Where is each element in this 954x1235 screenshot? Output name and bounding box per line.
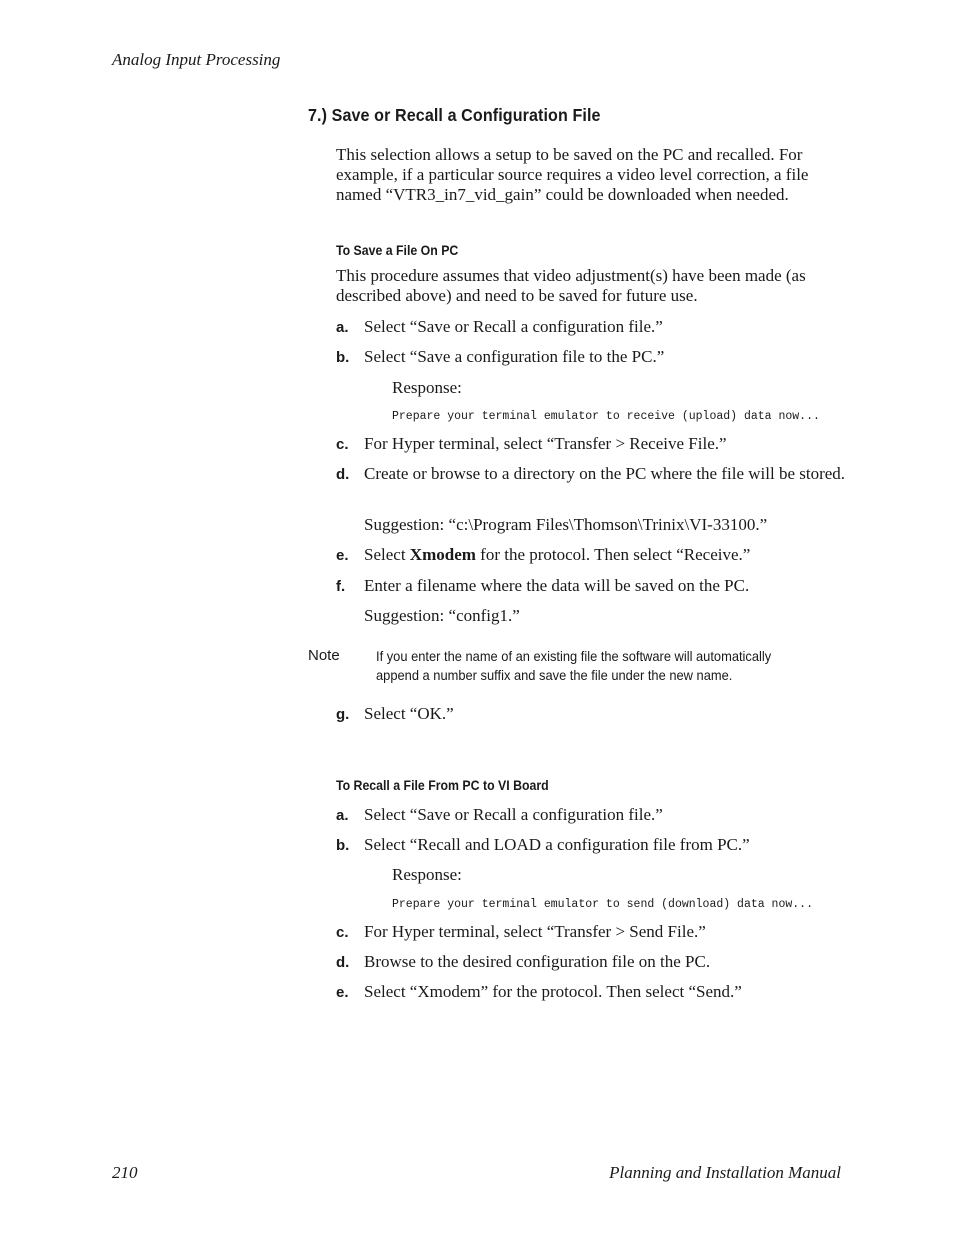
- note-text: If you enter the name of an existing file the software will automatically append a number suffix and save the file under the new name.: [376, 648, 772, 683]
- recall-step-b: Select “Recall and LOAD a configuration file from PC.”: [364, 835, 750, 854]
- recall-step-letter-c: c.: [336, 924, 349, 941]
- recall-step-letter-e: e.: [336, 984, 349, 1001]
- recall-step-a: Select “Save or Recall a configuration file.”: [364, 805, 663, 824]
- recall-response-label: Response:: [392, 865, 462, 884]
- recall-step-letter-b: b.: [336, 837, 350, 854]
- save-response-code: Prepare your terminal emulator to receive (upload) data now...: [392, 410, 820, 423]
- recall-response-code: Prepare your terminal emulator to send (download) data now...: [392, 898, 813, 911]
- save-step-e-protocol: Xmodem: [409, 545, 476, 564]
- save-step-letter-b: b.: [336, 349, 350, 366]
- save-suggestion-d: Suggestion: “c:\Program Files\Thomson\Trinix\VI-33100.”: [364, 515, 768, 534]
- recall-step-c: For Hyper terminal, select “Transfer > Send File.”: [364, 922, 706, 941]
- save-suggestion-f: Suggestion: “config1.”: [364, 606, 520, 625]
- save-step-e-text-after: for the protocol. Then select “Receive.”: [475, 545, 751, 564]
- recall-step-letter-d: d.: [336, 954, 350, 971]
- save-step-letter-d: d.: [336, 466, 350, 483]
- running-head: Analog Input Processing: [112, 50, 281, 69]
- save-step-e-text-before: Select: [364, 545, 410, 564]
- page-number: 210: [112, 1163, 138, 1182]
- save-step-g: Select “OK.”: [364, 704, 454, 723]
- save-intro: This procedure assumes that video adjustment(s) have been made (as described above) and need to be saved for future use.: [336, 266, 806, 305]
- save-step-d: Create or browse to a directory on the PC where the file will be stored.: [364, 464, 846, 483]
- save-step-letter-f: f.: [336, 578, 346, 595]
- manual-title: Planning and Installation Manual: [609, 1163, 841, 1182]
- save-step-f: Enter a filename where the data will be saved on the PC.: [364, 576, 750, 595]
- save-step-letter-c: c.: [336, 436, 349, 453]
- section-intro: This selection allows a setup to be saved on the PC and recalled. For example, if a particular source requires a video level correction, a file named “VTR3_in7_vid_gain” could be downloaded when needed.: [336, 145, 809, 204]
- save-step-e: [364, 545, 846, 565]
- recall-step-d: Browse to the desired configuration file on the PC.: [364, 952, 711, 971]
- save-step-b: Select “Save a configuration file to the PC.”: [364, 347, 665, 366]
- save-response-label: Response:: [392, 378, 462, 397]
- save-step-c: For Hyper terminal, select “Transfer > Receive File.”: [364, 434, 727, 453]
- save-heading: To Save a File On PC: [336, 242, 459, 258]
- save-step-letter-a: a.: [336, 319, 349, 336]
- save-step-letter-g: g.: [336, 706, 350, 723]
- recall-step-letter-a: a.: [336, 807, 349, 824]
- section-title: 7.) Save or Recall a Configuration File: [308, 105, 601, 125]
- save-step-letter-e: e.: [336, 547, 349, 564]
- recall-step-e: Select “Xmodem” for the protocol. Then select “Send.”: [364, 982, 742, 1001]
- note-label: Note: [308, 647, 340, 664]
- recall-heading: To Recall a File From PC to VI Board: [336, 777, 549, 793]
- save-step-a: Select “Save or Recall a configuration file.”: [364, 317, 663, 336]
